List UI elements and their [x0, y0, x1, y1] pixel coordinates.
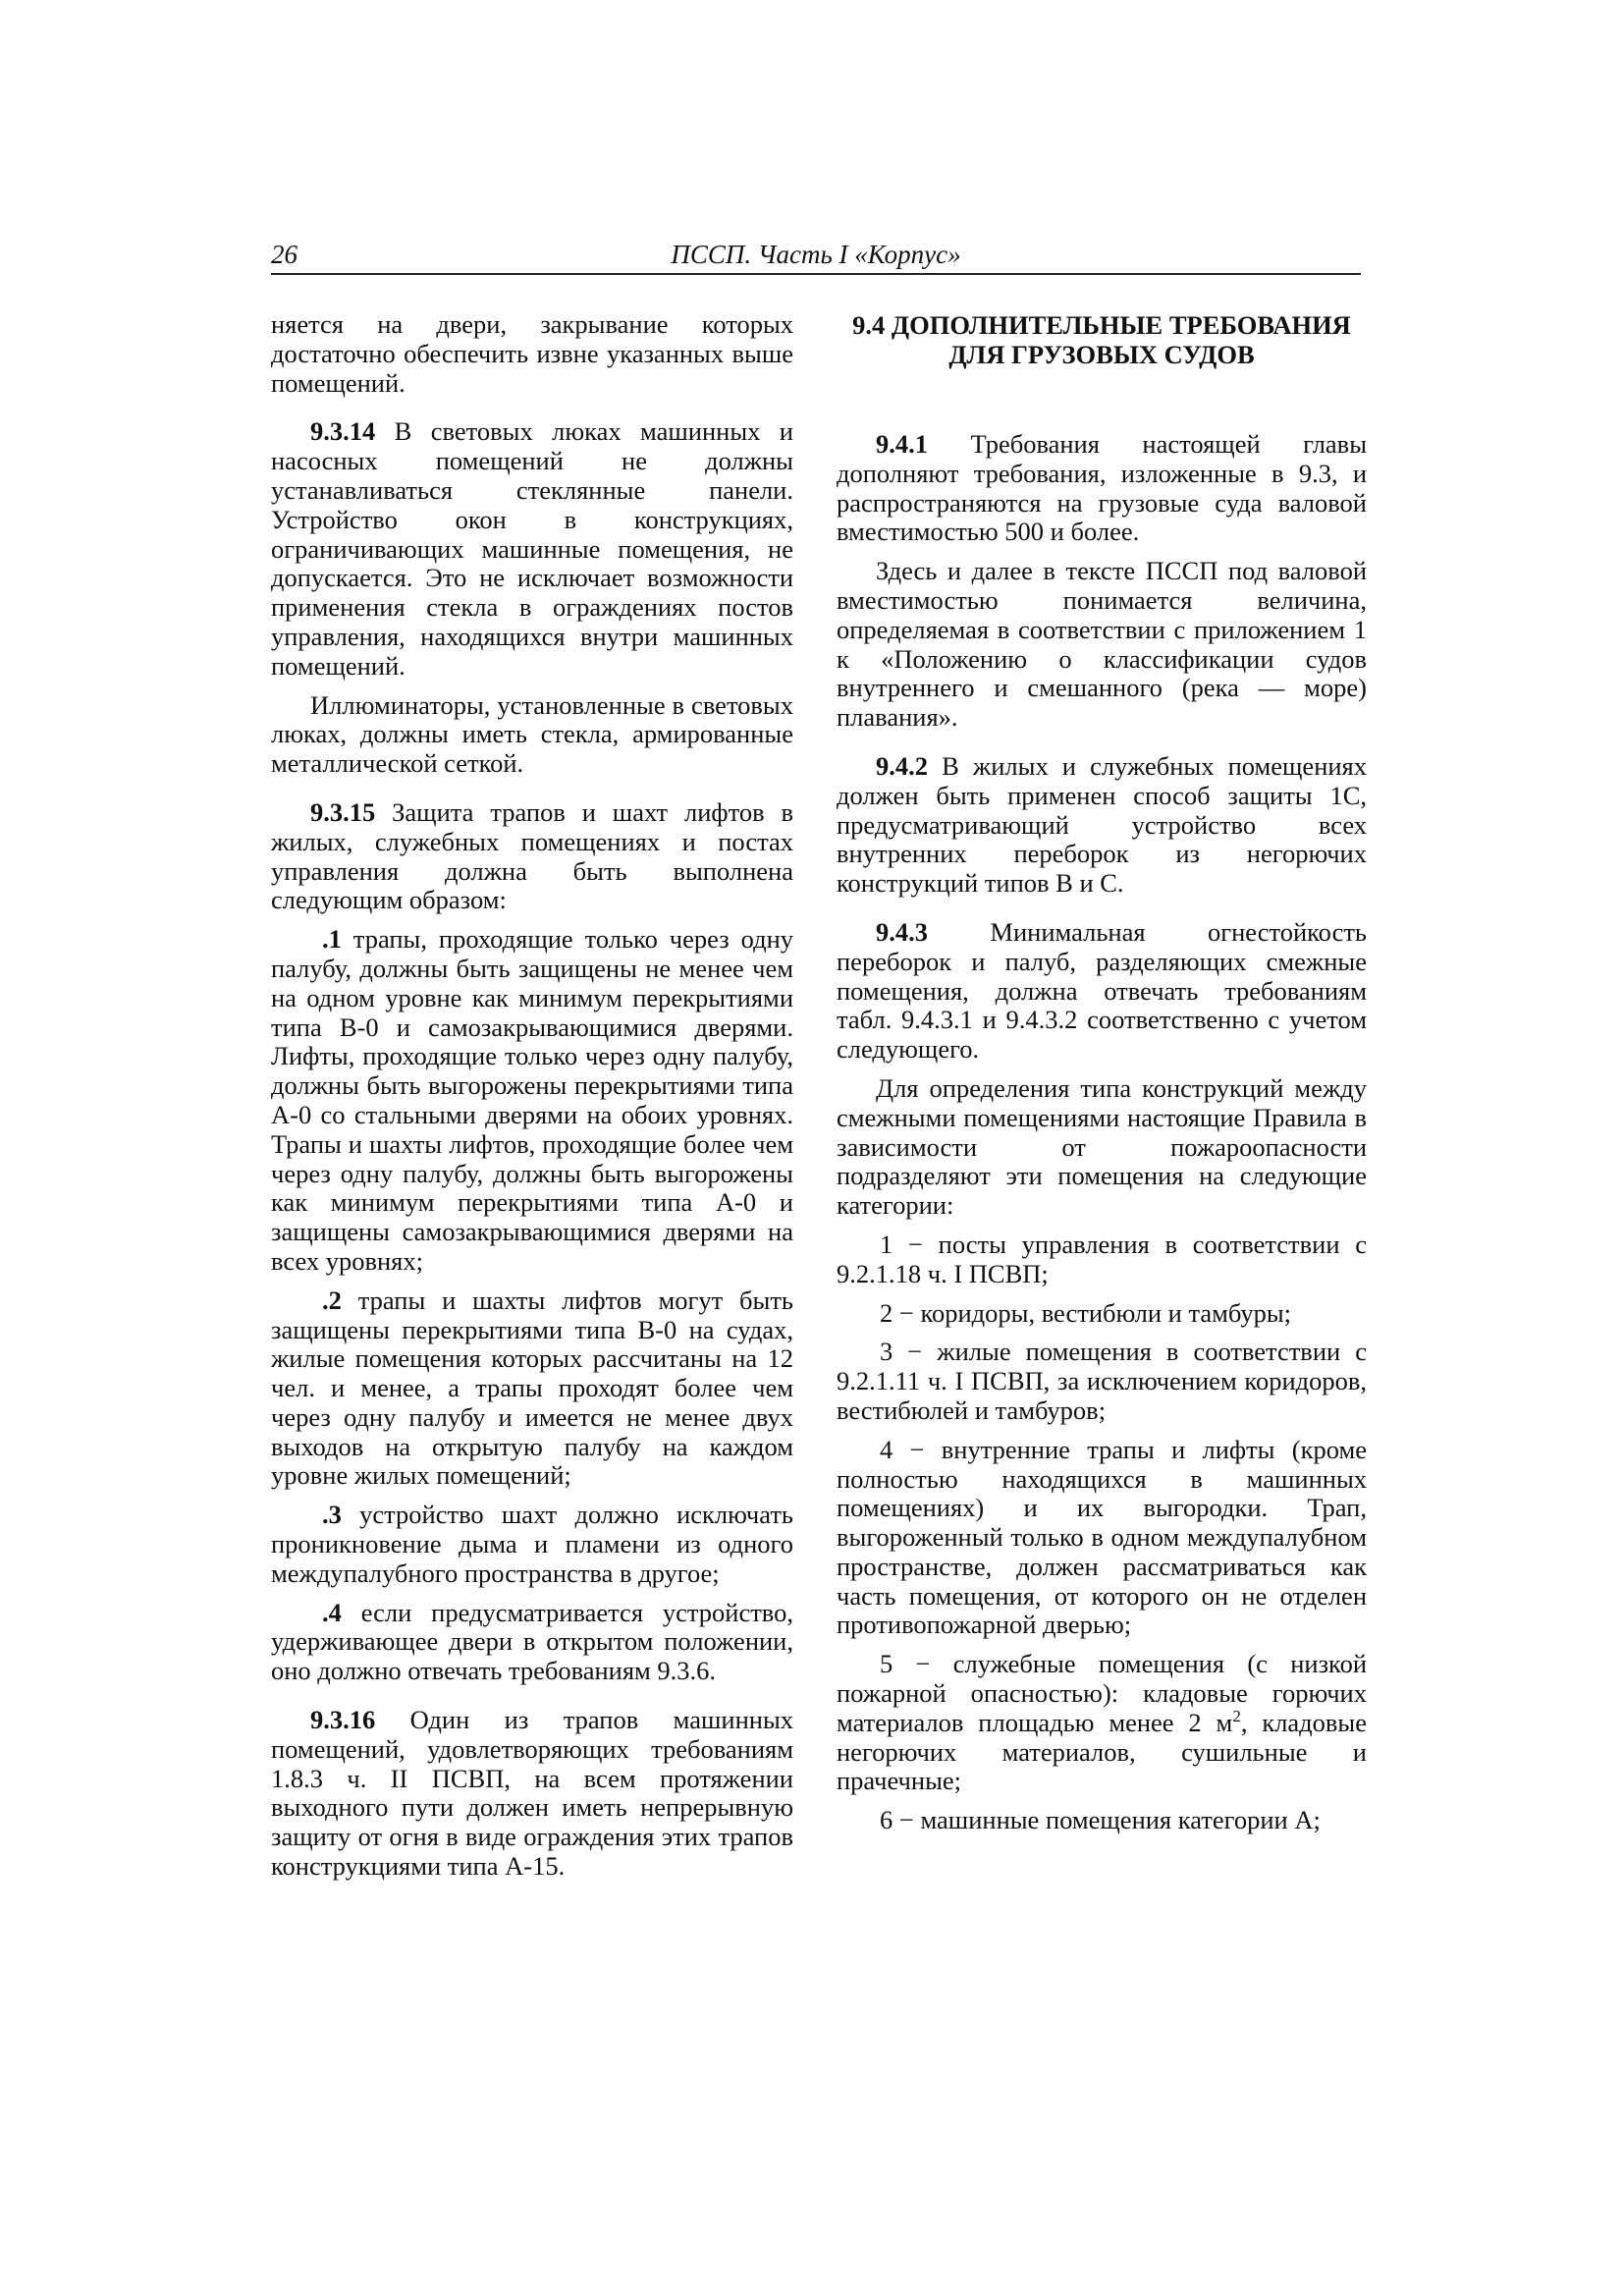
category-text: , кладовые негорючих материалов, сушильные и прачечные; — [837, 1707, 1367, 1796]
heading-line: ДЛЯ ГРУЗОВЫХ СУДОВ — [948, 340, 1255, 369]
section-number: 9.3.14 — [310, 416, 376, 447]
section-9-4-3 — [837, 918, 1367, 1065]
item-text: трапы и шахты лифтов могут быть защищены перекрытиями типа В-0 на судах, жилые помещения которых рассчитаны на 12 чел. и менее, а трапы проходят более чем через одну палубу и имеется не менее двух выходов на открытую палубу на каждом уровне жилых помещений; — [271, 1285, 793, 1491]
list-item-4 — [271, 1599, 793, 1686]
section-number: 9.3.16 — [310, 1705, 376, 1735]
item-text: если предусматривается устройство, удерживающее двери в открытом положении, оно должно отвечать требованиям 9.3.6. — [271, 1597, 793, 1686]
paragraph: Здесь и далее в тексте ПССП под валовой вместимостью понимается величина, определяемая в соответствии с приложением 1 к «Положению о классификации судов внутреннего и смешанного (река — море) плавания». — [837, 556, 1367, 733]
category-3: 3 − жилые помещения в соответствии с 9.2.1.11 ч. I ПСВП, за исключением коридоров, вестибюлей и тамбуров; — [837, 1337, 1367, 1425]
category-5 — [837, 1650, 1367, 1796]
paragraph: Для определения типа конструкций между смежными помещениями настоящие Правила в зависимости от пожароопасности подразделяют эти помещения на следующие категории: — [837, 1072, 1367, 1221]
section-text: В световых люках машинных и насосных помещений не должны устанавливаться стеклянные панели. Устройство окон в конструкциях, ограничивающих машинные помещения, не допускается. Это не исключает возможности применения стекла в ограждениях постов управления, находящихся внутри машинных помещений. — [271, 416, 793, 681]
item-number: .3 — [322, 1500, 342, 1530]
category-2: 2 − коридоры, вестибюли и тамбуры; — [880, 1297, 1292, 1328]
item-text: трапы, проходящие только через одну палубу, должны быть защищены не менее чем на одном уровне как минимум перекрытиями типа В-0 и самозакрывающимися дверями. Лифты, проходящие только через одну палубу, должны быть выгорожены перекрытиями типа А-0 со стальными дверями на обоих уровнях. Трапы и шахты лифтов, проходящие более чем через одну палубу, должны быть выгорожены как минимум перекрытиями типа А-0 и защищены самозакрывающимися дверями на всех уровнях; — [271, 924, 793, 1276]
page-header — [271, 240, 1361, 275]
list-item-2 — [271, 1286, 793, 1492]
list-item-1 — [271, 925, 793, 1277]
list-item-3 — [271, 1501, 793, 1588]
category-4: 4 − внутренние трапы и лифты (кроме полностью находящихся в машинных помещениях) и их выгородки. Трап, выгороженный только в одном междупалубном пространстве, должен рассматриваться как часть помещения, от которого он не отделен противопожарной дверью; — [837, 1434, 1367, 1640]
section-heading-9-4 — [837, 310, 1367, 369]
section-text: Один из трапов машинных помещений, удовлетворяющих требованиям 1.8.3 ч. II ПСВП, на всем протяжении выходного пути должен иметь непрерывную защиту от огня в виде ограждения этих трапов конструкциями типа А-15. — [271, 1705, 793, 1882]
section-number: 9.4.2 — [876, 750, 928, 781]
section-number: 9.4.1 — [876, 429, 928, 459]
heading-line: 9.4 ДОПОЛНИТЕЛЬНЫЕ ТРЕБОВАНИЯ — [852, 310, 1351, 340]
item-number: .4 — [322, 1597, 342, 1627]
running-title: ПССП. Часть I «Корпус» — [671, 240, 961, 269]
section-text: В жилых и служебных помещениях должен быть применен способ защиты 1С, предусматривающий устройство всех внутренних переборок из негорючих конструкций типов В и С. — [837, 750, 1367, 899]
left-column — [271, 310, 793, 1891]
section-number: 9.4.3 — [876, 916, 928, 947]
category-6: 6 − машинные помещения категории А; — [880, 1805, 1321, 1835]
section-text: Требования настоящей главы дополняют требования, изложенные в 9.3, и распространяются на грузовые суда валовой вместимостью 500 и более. — [837, 429, 1367, 547]
continued-paragraph: няется на двери, закрывание которых достаточно обеспечить извне указанных выше помещений. — [271, 309, 793, 398]
page-number: 26 — [271, 240, 298, 269]
category-text: 5 − служебные помещения (с низкой пожарной опасностью): кладовые горючих материалов площадью менее 2 м — [837, 1649, 1367, 1737]
section-number: 9.3.15 — [310, 796, 376, 827]
section-text: Минимальная огнестойкость переборок и палуб, разделяющих смежные помещения, должна отвечать требованиям табл. 9.4.3.1 и 9.4.3.2 соответственно с учетом следующего. — [837, 916, 1367, 1065]
section-text: Защита трапов и шахт лифтов в жилых, служебных помещениях и постах управления должна быть выполнена следующим образом: — [271, 796, 793, 915]
item-number: .1 — [322, 924, 342, 955]
paragraph: Иллюминаторы, установленные в световых люках, должны иметь стекла, армированные металлической сеткой. — [271, 689, 793, 779]
item-number: .2 — [322, 1285, 342, 1315]
item-text: устройство шахт должно исключать проникновение дыма и пламени из одного междупалубного пространства в другое; — [271, 1500, 793, 1588]
section-9-4-2 — [837, 752, 1367, 899]
section-9-3-15 — [271, 798, 793, 915]
right-column — [837, 310, 1367, 1845]
section-9-3-14 — [271, 417, 793, 681]
section-9-3-16 — [271, 1706, 793, 1882]
category-1: 1 − посты управления в соответствии с 9.2.1.18 ч. I ПСВП; — [837, 1229, 1367, 1288]
superscript: 2 — [1232, 1707, 1241, 1726]
section-9-4-1 — [837, 430, 1367, 547]
